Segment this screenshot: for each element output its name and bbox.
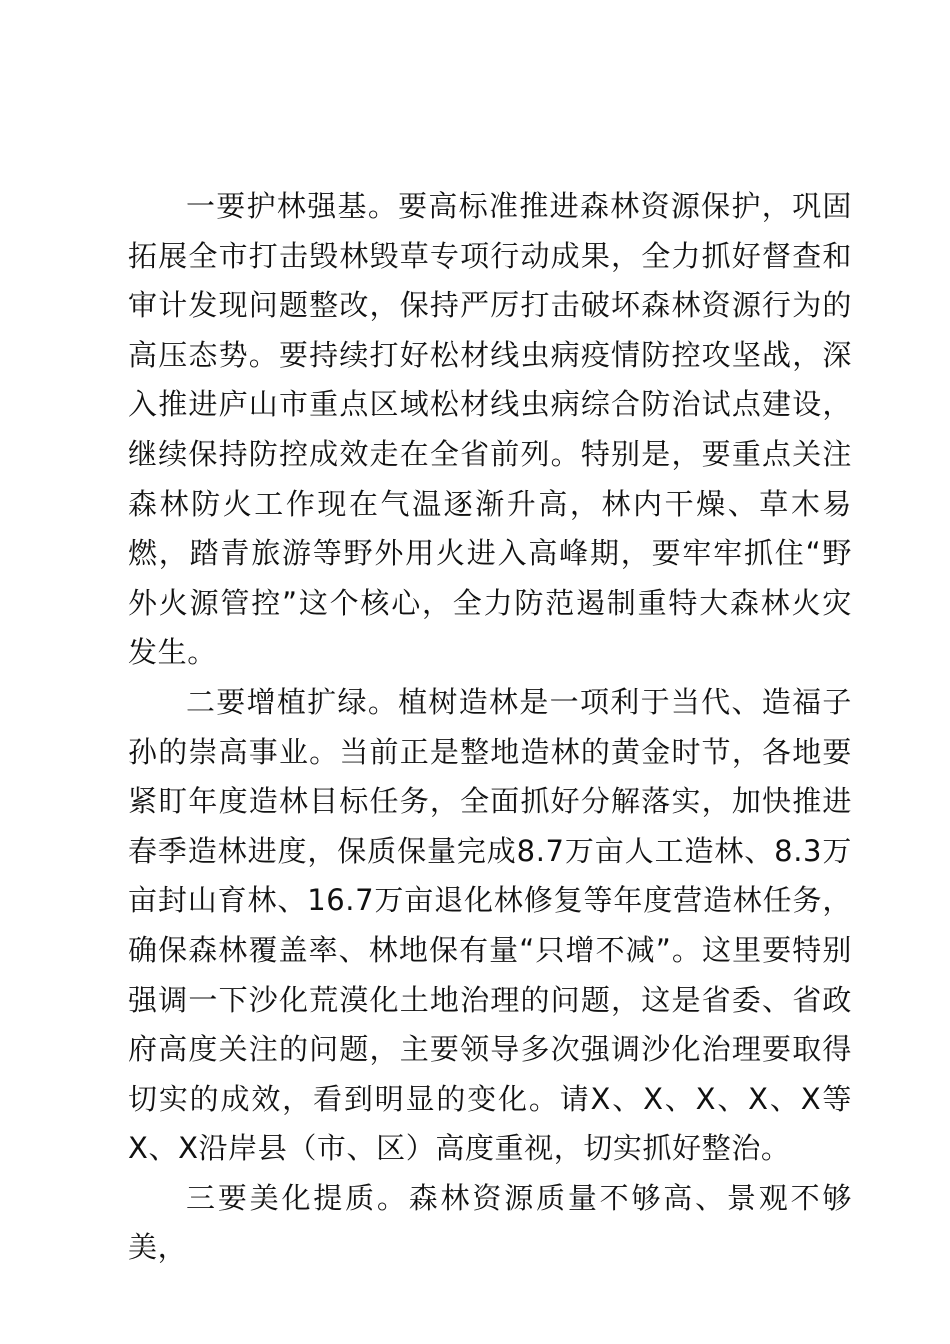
paragraph-forest-protection: 一要护林强基。要高标准推进森林资源保护，巩固拓展全市打击毁林毁草专项行动成果，全力抓好督查和审计发现问题整改，保持严厉打击破坏森林资源行为的高压态势。要持续打好松材线虫病疫情防控攻坚战，深入推进庐山市重点区域松材线虫病综合防治试点建设，继续保持防控成效走在全省前列。特别是，要重点关注森林防火工作现在气温逐渐升高，林内干燥、草木易燃，踏青旅游等野外用火进入高峰期，要牢牢抓住“野外火源管控”这个核心，全力防范遏制重特大森林火灾发生。 [128, 189, 852, 670]
document-body [128, 182, 852, 1273]
paragraph-quality-improvement: 三要美化提质。森林资源质量不够高、景观不够美， [128, 1180, 852, 1265]
paragraph-afforestation: 二要增植扩绿。植树造林是一项利于当代、造福子孙的崇高事业。当前正是整地造林的黄金时节，各地要紧盯年度造林目标任务，全面抓好分解落实，加快推进春季造林进度，保质保量完成8.7万亩人工造林、8.3万亩封山育林、16.7万亩退化林修复等年度营造林任务，确保森林覆盖率、林地保有量“只增不减”。这里要特别强调一下沙化荒漠化土地治理的问题，这是省委、省政府高度关注的问题，主要领导多次强调沙化治理要取得切实的成效，看到明显的变化。请X、X、X、X、X等X、X沿岸县（市、区）高度重视，切实抓好整治。 [128, 684, 852, 1166]
